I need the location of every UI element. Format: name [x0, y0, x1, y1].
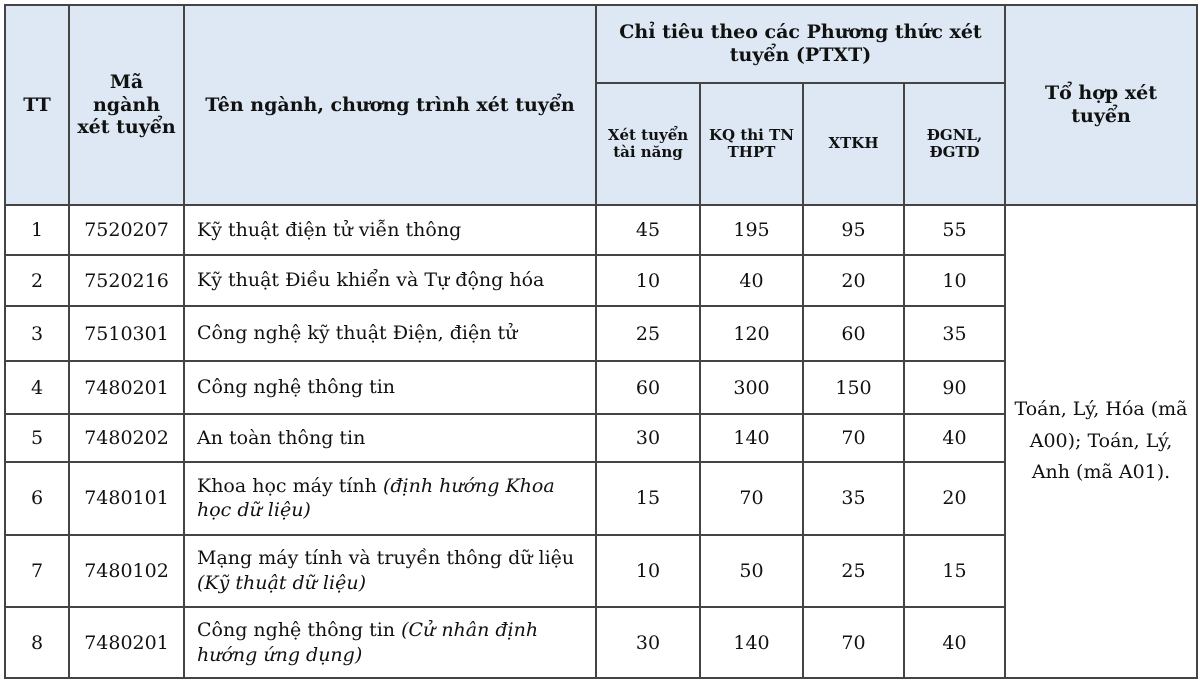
cell-dgnl: 15: [904, 535, 1005, 608]
header-ma-nganh: Mã ngành xét tuyển: [69, 5, 184, 205]
cell-dgnl: 20: [904, 462, 1005, 535]
header-to-hop: Tổ hợp xét tuyển: [1005, 5, 1197, 205]
program-name: Công nghệ thông tin: [197, 619, 396, 641]
cell-dgnl: 90: [904, 361, 1005, 413]
admission-quota-table: [4, 4, 1198, 679]
cell-xttn: 30: [596, 607, 700, 678]
program-name: Mạng máy tính và truyền thông dữ liệu: [197, 547, 575, 570]
cell-ten-nganh: [184, 361, 596, 413]
cell-thpt: 195: [700, 205, 803, 255]
header-tt: TT: [5, 5, 69, 205]
cell-ten-nganh: [184, 607, 596, 678]
cell-xttn: 60: [596, 361, 700, 413]
cell-ma-nganh: 7480102: [69, 535, 184, 608]
cell-tt: 4: [5, 361, 69, 413]
cell-ma-nganh: 7480101: [69, 462, 184, 535]
cell-thpt: 120: [700, 306, 803, 361]
cell-xttn: 25: [596, 306, 700, 361]
cell-thpt: 50: [700, 535, 803, 608]
cell-xttn: 10: [596, 535, 700, 608]
cell-xttn: 30: [596, 414, 700, 462]
cell-tt: 2: [5, 255, 69, 305]
program-note: (Cử nhân định hướng ứng dụng): [197, 619, 539, 666]
cell-xtkh: 150: [803, 361, 904, 413]
cell-ten-nganh: [184, 205, 596, 255]
program-note: (Kỹ thuật dữ liệu): [197, 572, 366, 595]
program-note: (định hướng Khoa học dữ liệu): [197, 474, 555, 522]
cell-ma-nganh: 7480202: [69, 414, 184, 462]
cell-tt: 7: [5, 535, 69, 608]
cell-xttn: 45: [596, 205, 700, 255]
cell-xtkh: 70: [803, 414, 904, 462]
cell-ten-nganh: [184, 255, 596, 305]
cell-ten-nganh: [184, 462, 596, 535]
header-chi-tieu: Chỉ tiêu theo các Phương thức xét tuyển (PTXT): [596, 5, 1005, 83]
program-name: Khoa học máy tính: [197, 474, 377, 497]
cell-ma-nganh: 7480201: [69, 361, 184, 413]
cell-xttn: 10: [596, 255, 700, 305]
program-name: An toàn thông tin: [197, 426, 366, 449]
cell-dgnl: 55: [904, 205, 1005, 255]
cell-dgnl: 35: [904, 306, 1005, 361]
cell-thpt: 70: [700, 462, 803, 535]
cell-tt: 5: [5, 414, 69, 462]
cell-dgnl: 10: [904, 255, 1005, 305]
header-method-dgnl: ĐGNL, ĐGTD: [904, 83, 1005, 205]
cell-tt: 6: [5, 462, 69, 535]
cell-ma-nganh: 7510301: [69, 306, 184, 361]
program-name: Công nghệ kỹ thuật Điện, điện tử: [197, 322, 518, 345]
cell-tt: 1: [5, 205, 69, 255]
cell-thpt: 140: [700, 607, 803, 678]
cell-ma-nganh: 7520216: [69, 255, 184, 305]
program-name: Kỹ thuật điện tử viễn thông: [197, 218, 462, 241]
cell-dgnl: 40: [904, 414, 1005, 462]
cell-xttn: 15: [596, 462, 700, 535]
cell-xtkh: 20: [803, 255, 904, 305]
cell-xtkh: 60: [803, 306, 904, 361]
cell-ten-nganh: [184, 414, 596, 462]
cell-tt: 8: [5, 607, 69, 678]
cell-dgnl: 40: [904, 607, 1005, 678]
program-name: Kỹ thuật Điều khiển và Tự động hóa: [197, 269, 545, 292]
cell-xtkh: 70: [803, 607, 904, 678]
cell-thpt: 140: [700, 414, 803, 462]
header-method-thpt: KQ thi TN THPT: [700, 83, 803, 205]
table-row: [5, 205, 1197, 255]
cell-ma-nganh: 7480201: [69, 607, 184, 678]
header-method-xtkh: XTKH: [803, 83, 904, 205]
cell-ten-nganh: [184, 535, 596, 608]
cell-xtkh: 25: [803, 535, 904, 608]
cell-thpt: 40: [700, 255, 803, 305]
program-name: Công nghệ thông tin: [197, 376, 396, 399]
cell-to-hop: Toán, Lý, Hóa (mã A00); Toán, Lý, Anh (mã A01).: [1005, 205, 1197, 678]
cell-thpt: 300: [700, 361, 803, 413]
cell-ma-nganh: 7520207: [69, 205, 184, 255]
cell-ten-nganh: [184, 306, 596, 361]
cell-xtkh: 95: [803, 205, 904, 255]
cell-tt: 3: [5, 306, 69, 361]
cell-xtkh: 35: [803, 462, 904, 535]
header-method-xttn: Xét tuyển tài năng: [596, 83, 700, 205]
header-ten-nganh: Tên ngành, chương trình xét tuyển: [184, 5, 596, 205]
